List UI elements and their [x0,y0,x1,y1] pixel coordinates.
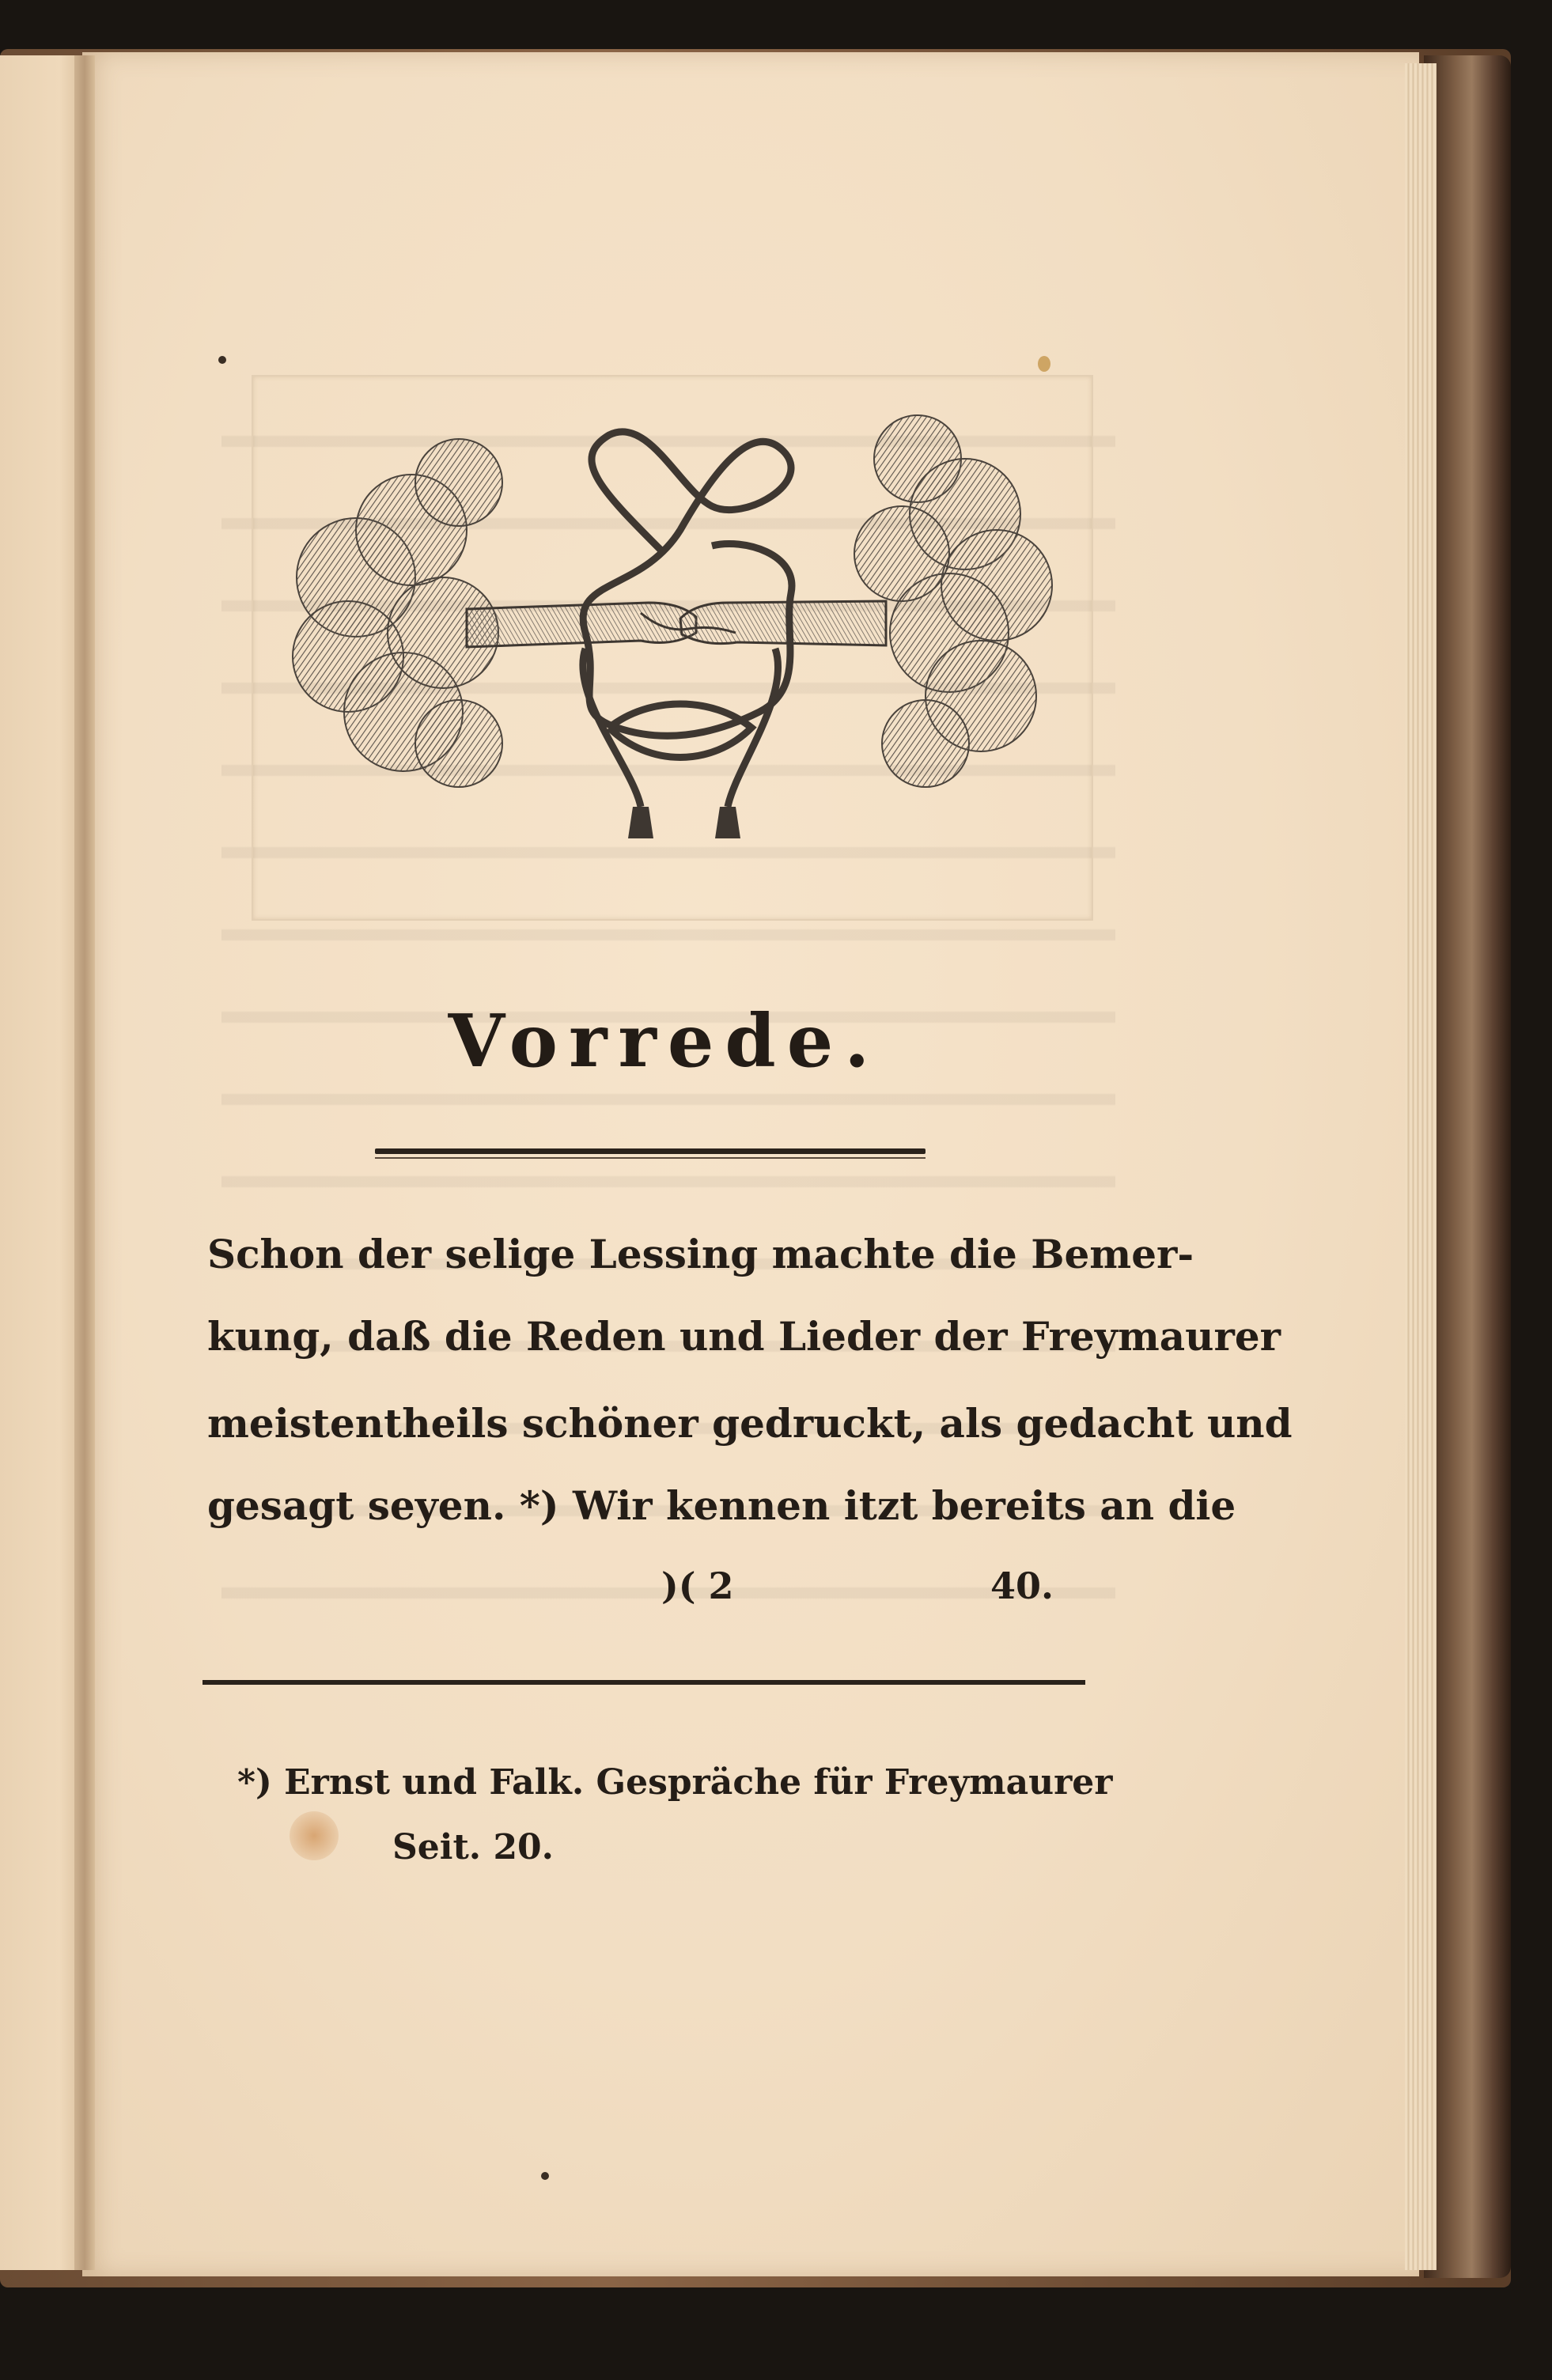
catchword: 40. [990,1565,1054,1607]
ink-speck [541,2172,549,2180]
page-gutter [74,55,95,2270]
footnote-line-1: *) Ernst und Falk. Gespräche für Freymaurer [237,1762,1113,1803]
signature-mark: )( 2 [661,1565,734,1607]
paper-stain [290,1811,339,1860]
rope-tassels [628,807,740,838]
body-line-2: kung, daß die Reden und Lieder der Freymaurer [207,1313,1281,1360]
body-line-3: meistentheils schöner gedruckt, als gedacht und [207,1400,1293,1447]
body-line-1: Schon der selige Lessing machte die Bemer- [207,1231,1194,1277]
paper-stain-small [1038,356,1050,372]
footnote-line-2: Seit. 20. [392,1827,554,1867]
title-rule [375,1148,926,1154]
clasped-hands-clouds-knot-vignette [269,395,1076,846]
book-spine-edge [1424,55,1511,2278]
footnote-rule [203,1680,1085,1685]
page-title: Vorrede. [448,998,881,1084]
left-page-edge [0,55,85,2270]
body-line-4: gesagt seyen. *) Wir kennen itzt bereits an die [207,1482,1236,1529]
page-stack-edges [1405,63,1437,2270]
title-rule-thin [375,1157,926,1159]
arms [467,601,886,647]
ink-speck [218,356,226,364]
